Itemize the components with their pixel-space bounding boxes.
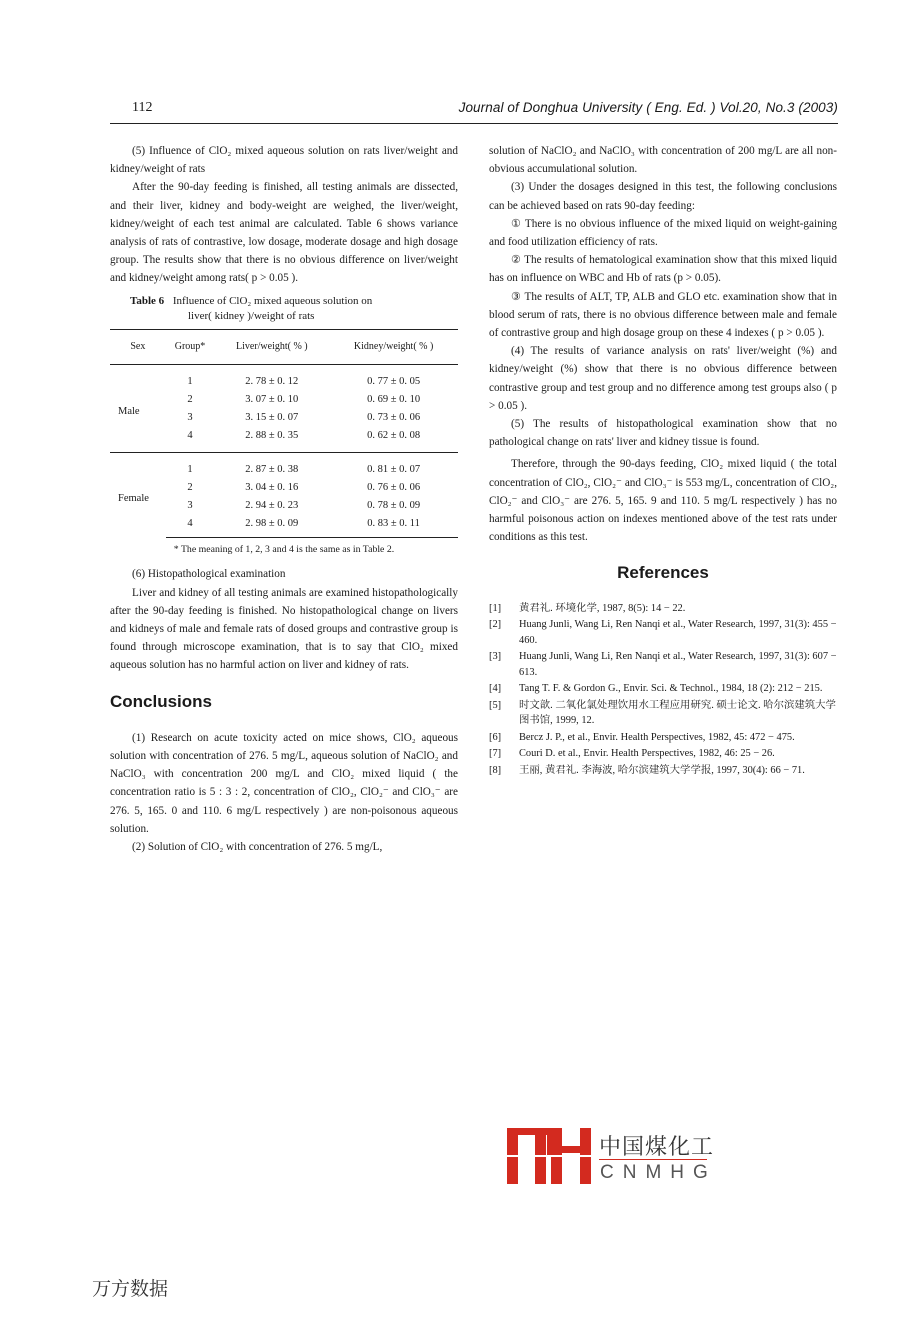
kidney-cell: 0. 78 ± 0. 09 <box>367 500 421 512</box>
reference-text: 时文歆. 二氧化氯处理饮用水工程应用研究. 硕士论文. 哈尔滨建筑大学图书馆, 1999, 12. <box>519 699 836 727</box>
reference-text: Couri D. et al., Envir. Health Perspectives, 1982, 46: 25 − 26. <box>519 748 775 760</box>
left-column <box>110 142 458 856</box>
reference-item <box>489 698 837 729</box>
header-sex: Sex <box>110 329 166 364</box>
conclusions-heading: Conclusions <box>110 691 213 711</box>
reference-text: Tang T. F. & Gordon G., Envir. Sci. & Technol., 1984, 18 (2): 212 − 215. <box>519 683 823 695</box>
female-group <box>110 452 458 538</box>
kidney-cell: 0. 77 ± 0. 05 <box>367 375 421 387</box>
reference-item <box>489 601 837 617</box>
references-heading: References <box>617 563 709 583</box>
running-header <box>110 96 838 124</box>
conclusion-2-start: (2) Solution of ClO₂ with concentration of 276. 5 mg/L, <box>132 841 383 854</box>
therefore-paragraph: Therefore, through the 90-days feeding, ClO₂ mixed liquid ( the total concentration of ClO₂, ClO₂⁻ and ClO₃⁻ is 553 mg/L, concentration of ClO₂, ClO₂⁻ and ClO₃⁻ are 276. 5, 165. 9 and 110. 5 mg/L respectively ) has no harmful poisonous action on indexes mentioned above of the test rats under conditions as this test. <box>489 458 837 544</box>
table-6-caption-line2: liver( kidney )/weight of rats <box>188 309 315 322</box>
liver-cell: 3. 07 ± 0. 10 <box>245 394 299 406</box>
liver-cell: 2. 94 ± 0. 23 <box>245 500 299 512</box>
reference-text: Huang Junli, Wang Li, Ren Nanqi et al., Water Research, 1997, 31(3): 607 − 613. <box>519 651 837 678</box>
kidney-cell: 0. 83 ± 0. 11 <box>329 515 458 538</box>
conclusion-3-item-2: ② The results of hematological examination show that this mixed liquid has on influence on WBC and Hb of rats (p > 0.05). <box>489 254 837 285</box>
header-rule <box>110 123 838 124</box>
group-cell: 2 <box>187 394 193 406</box>
reference-number: [4] <box>489 683 502 695</box>
table-6-caption <box>110 294 458 324</box>
sex-cell-female: Female <box>110 452 166 538</box>
reference-text: Bercz J. P., et al., Envir. Health Perspectives, 1982, 45: 472 − 475. <box>519 731 795 743</box>
conclusion-1: (1) Research on acute toxicity acted on mice shows, ClO₂ aqueous solution with concentration of 276. 5 mg/L, aqueous solution of NaClO₂ and NaClO₃ with concentration 200 mg/L and ClO₂ mixed liquid ( the concentration ratio is 5 : 3 : 2, concentration of ClO₂, ClO₂⁻ and ClO₃⁻ are 276. 5, 165. 0 and 110. 6 mg/L respectively ) are non-poisonous aqueous solution. <box>110 731 458 835</box>
conclusion-3: (3) Under the dosages designed in this test, the following conclusions can be achieved based on rats 90-day feeding: <box>489 181 837 212</box>
logo-english-text: CNMHG <box>600 1162 717 1183</box>
header-kidney-weight: Kidney/weight( % ) <box>329 329 458 364</box>
kidney-cell: 0. 81 ± 0. 07 <box>329 452 458 479</box>
group-cell: 1 <box>187 375 193 387</box>
table-header-row <box>110 329 458 364</box>
kidney-cell: 0. 69 ± 0. 10 <box>367 394 421 406</box>
conclusion-2-end: solution of NaClO₂ and NaClO₃ with concentration of 200 mg/L are all non-obvious accumulational solution. <box>489 145 837 176</box>
reference-number: [5] <box>489 699 502 711</box>
conclusion-3-item-3: ③ The results of ALT, TP, ALB and GLO etc. examination show that in blood serum of rats, there is no obvious difference between male and female of contrastive group and high dosage group on these 4 indexes ( p > 0.05 ). <box>489 290 837 340</box>
section-6-title: (6) Histopathological examination <box>132 568 286 581</box>
sex-cell-male: Male <box>118 406 140 418</box>
logo-divider <box>599 1159 707 1160</box>
right-column <box>489 142 837 779</box>
reference-number: [3] <box>489 651 502 663</box>
reference-text: Huang Junli, Wang Li, Ren Nanqi et al., Water Research, 1997, 31(3): 455 − 460. <box>519 619 837 646</box>
reference-item <box>489 730 837 746</box>
section-6-body: Liver and kidney of all testing animals are examined histopathologically after the 90-day feeding is finished. No histopathological change on livers and kidneys of male and female rats of dosed groups and contrastive group is found through microscope examination, that is to say that ClO₂ mixed aqueous solution has no harmful action on liver and kidney of rats. <box>110 586 458 672</box>
mh-logo-icon <box>507 1128 591 1184</box>
group-cell: 2 <box>187 481 193 493</box>
liver-cell: 2. 88 ± 0. 35 <box>245 430 299 442</box>
kidney-cell: 0. 73 ± 0. 06 <box>367 412 421 424</box>
table-row <box>110 364 458 391</box>
logo-chinese-text: 中国煤化工 <box>599 1135 715 1160</box>
conclusion-5: (5) The results of histopathological examination show that no pathological change on rats' liver and kidney tissue is found. <box>489 418 837 449</box>
reference-number: [6] <box>489 731 502 743</box>
male-group <box>110 364 458 452</box>
reference-item <box>489 746 837 762</box>
reference-item <box>489 763 837 779</box>
liver-cell: 2. 87 ± 0. 38 <box>214 452 329 479</box>
header-group: Group* <box>166 329 215 364</box>
table-row <box>110 452 458 479</box>
group-cell: 3 <box>187 412 193 424</box>
reference-number: [2] <box>489 619 502 631</box>
reference-text: 王丽, 黄君礼. 李海波, 哈尔滨建筑大学学报, 1997, 30(4): 66 − 71. <box>519 764 805 776</box>
liver-cell: 2. 98 ± 0. 09 <box>214 515 329 538</box>
reference-item <box>489 617 837 648</box>
table-6-footnote: * The meaning of 1, 2, 3 and 4 is the same as in Table 2. <box>173 544 395 556</box>
header-liver-weight: Liver/weight( % ) <box>214 329 329 364</box>
reference-text: 黄君礼. 环境化学, 1987, 8(5): 14 − 22. <box>519 602 686 614</box>
table-6 <box>110 329 458 539</box>
reference-number: [1] <box>489 602 502 614</box>
group-cell: 3 <box>187 500 193 512</box>
liver-cell: 2. 78 ± 0. 12 <box>245 375 299 387</box>
conclusion-3-item-1: ① There is no obvious influence of the mixed liquid on weight-gaining and food utilization efficiency of rats. <box>489 217 837 249</box>
liver-cell: 3. 15 ± 0. 07 <box>245 412 299 424</box>
journal-title: Journal of Donghua University ( Eng. Ed. ) Vol.20, No.3 (2003) <box>458 100 838 115</box>
liver-cell: 3. 04 ± 0. 16 <box>245 481 299 493</box>
table-6-label: Table 6 <box>130 294 165 307</box>
table-6-caption-line1: Influence of ClO₂ mixed aqueous solution on <box>172 294 373 307</box>
group-cell: 1 <box>166 452 215 479</box>
cnmhg-logo <box>507 1128 717 1188</box>
page-number: 112 <box>132 100 153 115</box>
section-5-title: (5) Influence of ClO₂ mixed aqueous solution on rats liver/weight and kidney/weight of rats <box>110 145 458 176</box>
reference-item <box>489 649 837 680</box>
group-cell: 4 <box>187 430 193 442</box>
wanfang-watermark: 万方数据 <box>92 1278 169 1300</box>
section-5-body: After the 90-day feeding is finished, all testing animals are dissected, and their liver, kidney and body-weight are weighed, the liver/weight, kidney/weight of each test animal are calculated. Table 6 shows variance analysis of rats of contrastive, low dosage, moderate dosage and high dosage group. The results show that there is no obvious difference on liver/weight and kidney/weight among rats( p > 0.05 ). <box>110 181 458 285</box>
conclusion-4: (4) The results of variance analysis on rats' liver/weight (%) and kidney/weight (%) show that there is no obvious difference between contrastive group and test group and no difference among test groups also ( p > 0.05 ). <box>489 345 837 412</box>
group-cell: 4 <box>166 515 215 538</box>
reference-number: [8] <box>489 764 502 776</box>
reference-list <box>489 601 837 779</box>
kidney-cell: 0. 76 ± 0. 06 <box>367 481 421 493</box>
kidney-cell: 0. 62 ± 0. 08 <box>367 430 421 442</box>
reference-item <box>489 681 837 697</box>
reference-number: [7] <box>489 748 502 760</box>
